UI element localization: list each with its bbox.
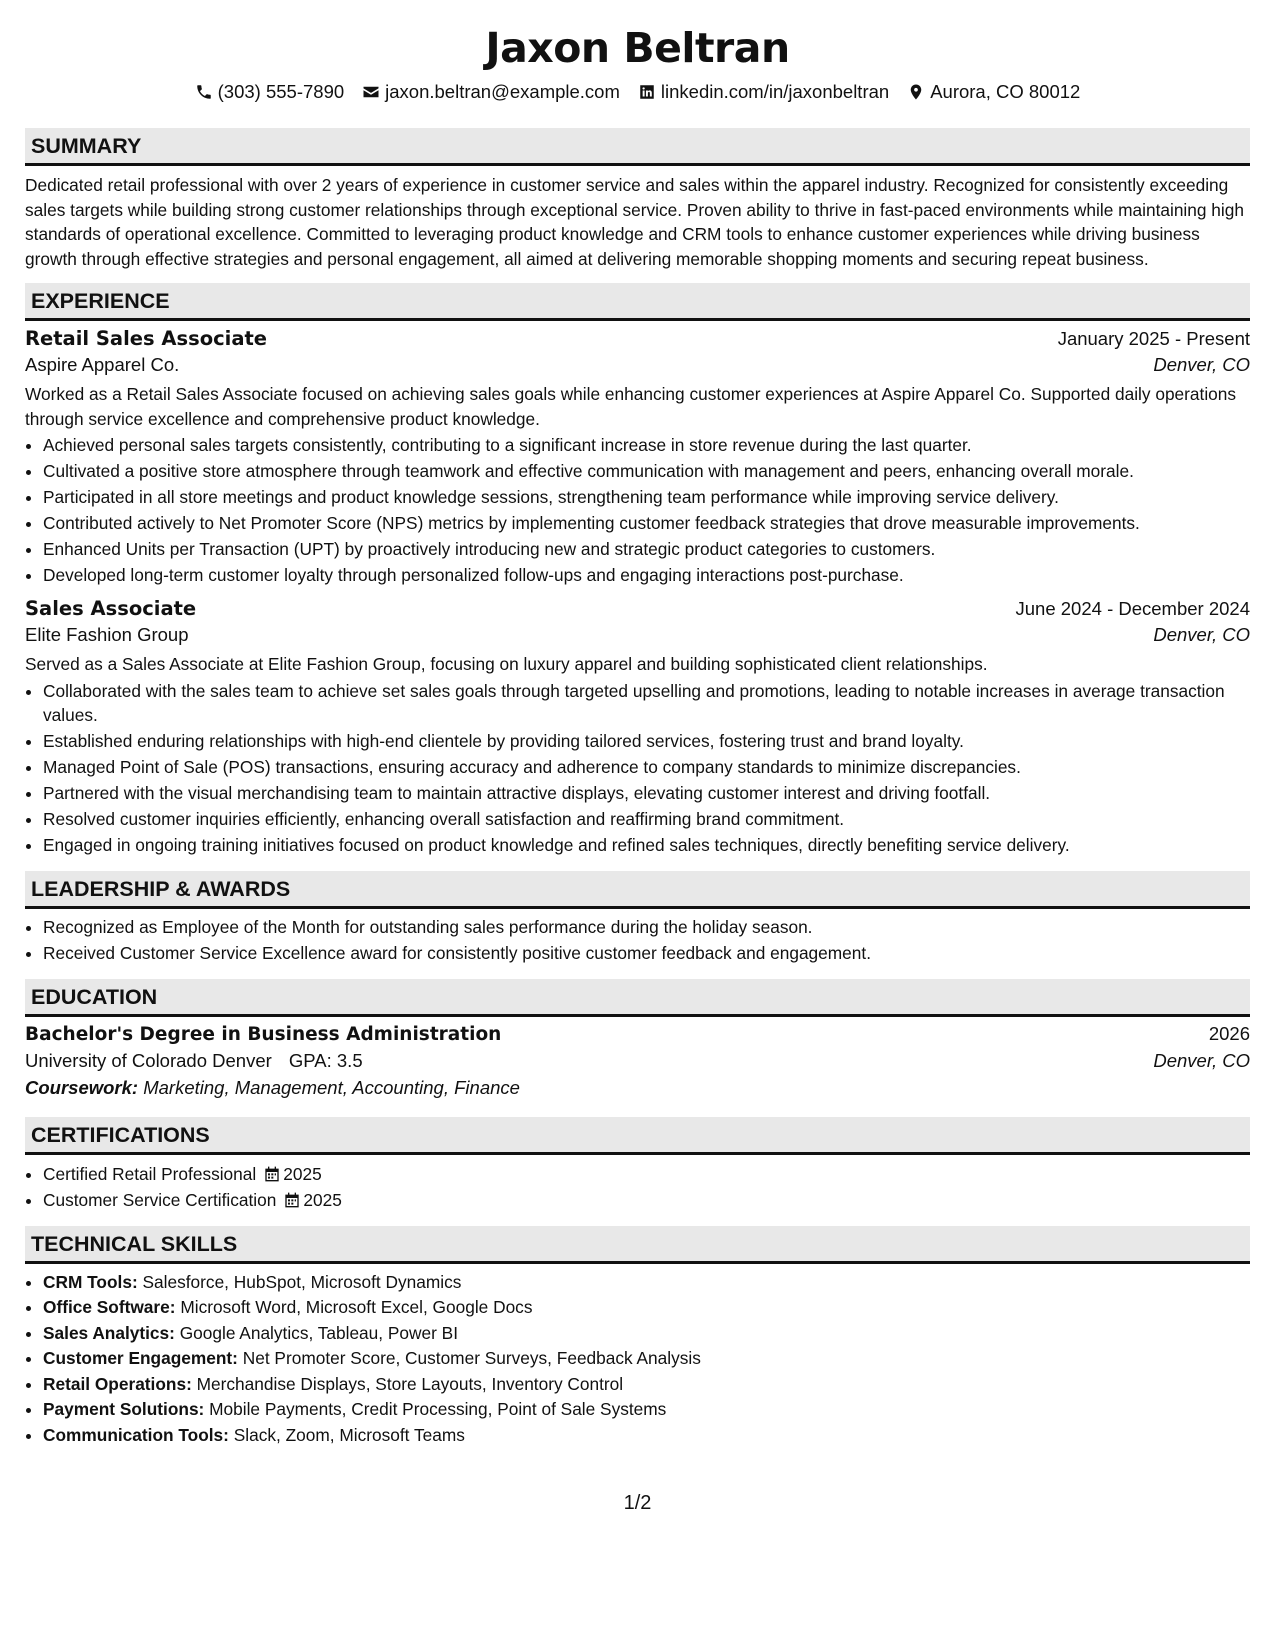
skill-value: Google Analytics, Tableau, Power BI [179,1322,458,1343]
job-bullets [25,679,1250,857]
skill-label: Payment Solutions: [43,1399,205,1420]
envelope-icon [362,83,380,101]
linkedin-text[interactable]: linkedin.com/in/jaxonbeltran [660,81,890,102]
list-item [43,1424,1250,1448]
job-description: Worked as a Retail Sales Associate focused on achieving sales goals while enhancing customer experiences at Aspire Apparel Co. Supported daily operations through service excellence and comprehensive product knowledge. [25,384,1237,429]
certification-year: 2025 [283,1163,322,1184]
list-item [43,1271,1250,1295]
certification-year: 2025 [303,1189,342,1210]
certification-list [25,1162,1250,1212]
list-item: • Cultivated a positive store atmosphere through teamwork and effective communication with management and peers, enhancing overall morale. [43,459,1250,483]
list-item [43,1296,1250,1320]
list-item: • Achieved personal sales targets consistently, contributing to a significant increase in store revenue during the last quarter. [43,433,1250,457]
skills-list [25,1271,1250,1448]
school-row [25,1050,1250,1072]
list-item: • Participated in all store meetings and product knowledge sessions, strengthening team performance while improving service delivery. [43,485,1250,509]
skill-label: Office Software: [43,1297,176,1318]
job-entry [25,597,1250,857]
school-info [25,1050,363,1072]
job-entry [25,327,1250,587]
coursework-list: Marketing, Management, Accounting, Finance [143,1076,520,1098]
coursework-label: Coursework: [25,1076,139,1098]
section-header-education: EDUCATION [25,979,1250,1017]
list-item: • Partnered with the visual merchandising team to maintain attractive displays, elevating customer interest and driving footfall. [43,781,1250,805]
education-entry [25,1023,1250,1099]
skill-label: Sales Analytics: [43,1322,175,1343]
job-title-row [25,327,1250,350]
skill-label: Communication Tools: [43,1425,229,1446]
degree: Bachelor's Degree in Business Administration [25,1023,502,1045]
skill-value: Mobile Payments, Credit Processing, Point of Sale Systems [209,1399,667,1420]
job-dates: June 2024 - December 2024 [1015,598,1250,619]
list-item [43,1188,1250,1212]
section-header-summary: SUMMARY [25,128,1250,166]
section-header-experience: EXPERIENCE [25,283,1250,321]
list-item: • Developed long-term customer loyalty through personalized follow-ups and engaging interactions post-purchase. [43,563,1250,587]
contact-linkedin[interactable] [638,81,889,103]
phone-icon [195,83,213,101]
calendar-icon [264,1164,280,1180]
summary-text: Dedicated retail professional with over 2 years of experience in customer service and sales within the apparel industry. Recognized for consistently exceeding sales targets while building strong customer relationships through exceptional service. Proven ability to thrive in fast-paced environments while maintaining high standards of operational excellence. Committed to leveraging product knowledge and CRM tools to enhance customer experiences while driving business growth through effective strategies and personal engagement, all aimed at delivering memorable shopping moments and securing repeat business. [25,175,1244,269]
job-company: Elite Fashion Group [25,624,189,645]
section-header-technical-skills: TECHNICAL SKILLS [25,1226,1250,1264]
section-header-certifications: CERTIFICATIONS [25,1117,1250,1155]
job-title-row [25,597,1250,620]
job-title: Retail Sales Associate [25,327,268,350]
map-pin-icon [907,83,925,101]
coursework-row [25,1077,1250,1099]
list-item: • Recognized as Employee of the Month for outstanding sales performance during the holiday season. [43,915,1250,939]
skill-label: Retail Operations: [43,1373,192,1394]
job-company: Aspire Apparel Co. [25,354,180,375]
skill-value: Salesforce, HubSpot, Microsoft Dynamics [142,1271,462,1292]
skill-value: Net Promoter Score, Customer Surveys, Feedback Analysis [242,1348,701,1369]
skill-value: Merchandise Displays, Store Layouts, Inventory Control [196,1373,624,1394]
list-item [43,1373,1250,1397]
calendar-icon [284,1190,300,1206]
skill-value: Slack, Zoom, Microsoft Teams [233,1425,465,1446]
phone-text: (303) 555-7890 [217,81,345,102]
gpa: GPA: 3.5 [288,1049,363,1071]
list-item: • Engaged in ongoing training initiatives focused on product knowledge and refined sales techniques, directly benefiting service delivery. [43,833,1250,857]
job-location: Denver, CO [1153,624,1250,645]
email-text[interactable]: jaxon.beltran@example.com [385,81,620,102]
list-item [43,1322,1250,1346]
contact-email[interactable] [362,81,620,103]
job-company-row [25,624,1250,646]
resume-page [25,0,1250,1450]
list-item: • Collaborated with the sales team to achieve set sales goals through targeted upselling and promotions, leading to notable increases in average transaction values. [43,679,1250,727]
contact-bar [25,78,1250,106]
list-item: • Contributed actively to Net Promoter Score (NPS) metrics by implementing customer feedback strategies that drove measurable improvements. [43,511,1250,535]
section-header-leadership: LEADERSHIP & AWARDS [25,871,1250,909]
skill-label: CRM Tools: [43,1271,138,1292]
school-location: Denver, CO [1153,1049,1250,1071]
degree-row [25,1023,1250,1045]
school-name: University of Colorado Denver [25,1049,272,1071]
certification-name: Customer Service Certification [43,1189,277,1210]
list-item [43,1162,1250,1186]
list-item [43,1347,1250,1371]
contact-phone [195,81,345,103]
leadership-bullets [25,915,1250,965]
list-item: • Managed Point of Sale (POS) transactions, ensuring accuracy and adherence to company standards to minimize discrepancies. [43,755,1250,779]
list-item: • Received Customer Service Excellence award for consistently positive customer feedback and engagement. [43,941,1250,965]
list-item: • Enhanced Units per Transaction (UPT) by proactively introducing new and strategic product categories to customers. [43,537,1250,561]
candidate-name: Jaxon Beltran [485,24,790,72]
graduation-year: 2026 [1208,1022,1250,1044]
list-item: • Established enduring relationships with high-end clientele by providing tailored services, fostering trust and brand loyalty. [43,729,1250,753]
page-number: 1/2 [623,1492,652,1514]
linkedin-icon [638,83,656,101]
list-item [43,1398,1250,1422]
job-description: Served as a Sales Associate at Elite Fashion Group, focusing on luxury apparel and building sophisticated client relationships. [25,654,988,674]
location-text: Aurora, CO 80012 [930,81,1081,102]
job-company-row [25,354,1250,376]
list-item: • Resolved customer inquiries efficiently, enhancing overall satisfaction and reaffirming brand commitment. [43,807,1250,831]
skill-label: Customer Engagement: [43,1348,238,1369]
job-bullets [25,433,1250,587]
skill-value: Microsoft Word, Microsoft Excel, Google Docs [180,1297,533,1318]
job-title: Sales Associate [25,597,197,620]
certification-name: Certified Retail Professional [43,1163,257,1184]
job-location: Denver, CO [1153,354,1250,375]
job-dates: January 2025 - Present [1057,328,1250,349]
contact-location [907,81,1080,103]
